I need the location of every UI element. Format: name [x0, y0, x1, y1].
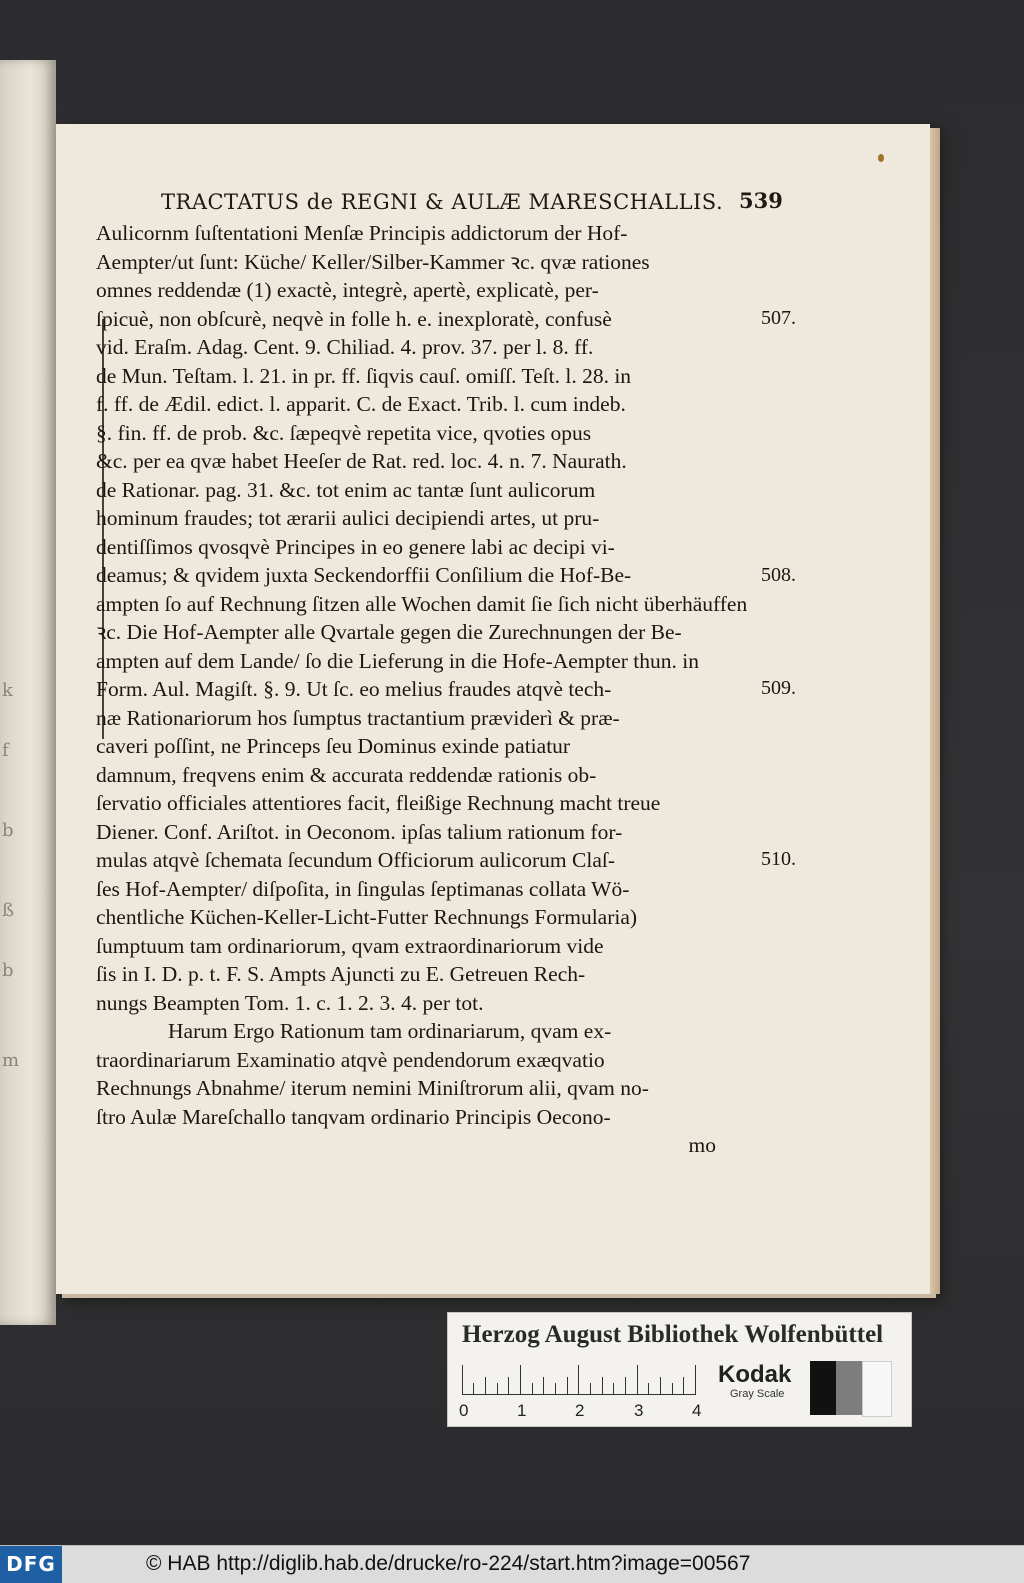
text-line: §. fin. ff. de prob. &c. ſæpeqvè repetita vice, qvoties opus: [96, 420, 592, 445]
text-line: ampten ſo auf Rechnung ſitzen alle Wochen damit ſie ſich nicht überhäuffen: [96, 591, 748, 616]
text-line: dentiſſimos qvosqvè Principes in eo genere labi ac decipi vi-: [96, 534, 615, 559]
ruler-number: 1: [517, 1401, 527, 1420]
kodak-subtitle: Gray Scale: [730, 1388, 785, 1400]
text-line: ſis in I. D. p. t. F. S. Ampts Ajuncti zu E. Getreuen Rech-: [96, 962, 586, 986]
text-line: vid. Eraſm. Adag. Cent. 9. Chiliad. 4. prov. 37. per l. 8. ff.: [96, 335, 594, 359]
ruler-number: 4: [692, 1401, 702, 1420]
text-line: &c. per ea qvæ habet Heeſer de Rat. red. loc. 4. n. 7. Naurath.: [96, 449, 627, 473]
ruler-number: 3: [634, 1401, 644, 1420]
footer-bar: [0, 1545, 1024, 1583]
dfg-logo: DFG: [0, 1546, 62, 1583]
ink-stain: [878, 154, 884, 162]
margin-glyph: ß: [2, 900, 15, 921]
gray-swatch-mid: [836, 1361, 862, 1415]
text-line: Aulicornm ſuſtentationi Menſæ Principis addictorum der Hof-: [96, 221, 628, 245]
left-page-edge: [0, 60, 56, 1325]
page-number: 539: [739, 188, 783, 213]
text-line: chentliche Küchen-Keller-Licht-Futter Rechnungs Formularia): [96, 905, 638, 929]
library-name: Herzog August Bibliothek Wolfenbüttel: [462, 1321, 884, 1348]
text-line: deamus; & qvidem juxta Seckendorffii Conſilium die Hof-Be-: [96, 563, 632, 587]
text-line: Aempter/ut ſunt: Küche/ Keller/Silber-Kammer ꝛc. qvæ rationes: [96, 249, 650, 274]
text-line: Rechnungs Abnahme/ iterum nemini Miniſtrorum alii, qvam no-: [96, 1076, 649, 1100]
text-line: ſtro Aulæ Mareſchallo tanqvam ordinario Principis Oecono-: [96, 1104, 611, 1129]
text-line: traordinariarum Examinatio atqvè pendendorum exæqvatio: [96, 1047, 605, 1072]
text-line: de Rationar. pag. 31. &c. tot enim ac tantæ ſunt aulicorum: [96, 477, 596, 502]
gray-swatch-black: [810, 1361, 836, 1415]
marginal-number: 509.: [761, 677, 796, 699]
body-text: [96, 219, 776, 1160]
text-line: mulas atqvè ſchemata ſecundum Officiorum aulicorum Claſ-: [96, 848, 616, 872]
text-line: Diener. Conf. Ariſtot. in Oeconom. ipſas talium rationum for-: [96, 819, 623, 844]
text-line: ꝛc. Die Hof-Aempter alle Qvartale gegen die Zurechnungen der Be-: [96, 620, 682, 644]
scale-ruler: [459, 1365, 702, 1420]
text-line: f. ff. de Ædil. edict. l. apparit. C. de Exact. Trib. l. cum indeb.: [96, 392, 626, 416]
catchword: mo: [688, 1133, 716, 1157]
running-head: TRACTATUS de REGNI & AULÆ MARESCHALLIS.: [161, 190, 724, 214]
text-line: caveri poſſint, ne Princeps ſeu Dominus exinde patiatur: [96, 734, 571, 758]
margin-glyph: f: [2, 740, 9, 761]
marginal-number: 507.: [761, 307, 796, 329]
text-line: omnes reddendæ (1) exactè, integrè, apertè, explicatè, per-: [96, 278, 599, 302]
kodak-brand: Kodak: [718, 1361, 792, 1388]
ruler-number: 0: [459, 1401, 469, 1420]
text-line: damnum, freqvens enim & accurata reddendæ rationis ob-: [96, 762, 597, 787]
text-line: hominum fraudes; tot ærarii aulici decipiendi artes, ut pru-: [96, 506, 600, 530]
text-line: ſes Hof-Aempter/ diſpoſita, in ſingulas ſeptimanas collata Wö-: [96, 876, 630, 901]
text-line: næ Rationariorum hos ſumptus tractantium præviderì & præ-: [96, 705, 620, 730]
text-line: ſumptuum tam ordinariorum, qvam extraordinariorum vide: [96, 933, 604, 958]
text-line: nungs Beampten Tom. 1. c. 1. 2. 3. 4. per tot.: [96, 990, 484, 1015]
gray-swatch-white: [862, 1361, 892, 1417]
text-line: ſervatio officiales attentiores facit, fleißige Rechnung macht treue: [96, 791, 661, 815]
text-line: Harum Ergo Rationum tam ordinariarum, qvam ex-: [168, 1019, 612, 1043]
library-color-card: [447, 1312, 912, 1427]
text-line: Form. Aul. Magiſt. §. 9. Ut ſc. eo melius fraudes atqvè tech-: [96, 677, 612, 701]
margin-glyph: b: [2, 960, 14, 981]
text-line: ſpicuè, non obſcurè, neqvè in folle h. e. inexploratè, confusè: [96, 306, 612, 331]
ruler-number: 2: [575, 1401, 585, 1420]
footer-source-link[interactable]: © HAB http://diglib.hab.de/drucke/ro-224/start.htm?image=00567: [146, 1552, 751, 1575]
margin-glyph: k: [2, 680, 13, 701]
margin-glyph: m: [2, 1050, 20, 1071]
margin-glyph: b: [2, 820, 14, 841]
text-line: ampten auf dem Lande/ ſo die Lieferung in die Hofe-Aempter thun. in: [96, 648, 699, 673]
text-line: de Mun. Teſtam. l. 21. in pr. ff. ſiqvis cauſ. omiſſ. Teſt. l. 28. in: [96, 363, 632, 388]
marginal-number: 510.: [761, 848, 796, 870]
book-page: [56, 124, 930, 1294]
marginal-number: 508.: [761, 564, 796, 586]
